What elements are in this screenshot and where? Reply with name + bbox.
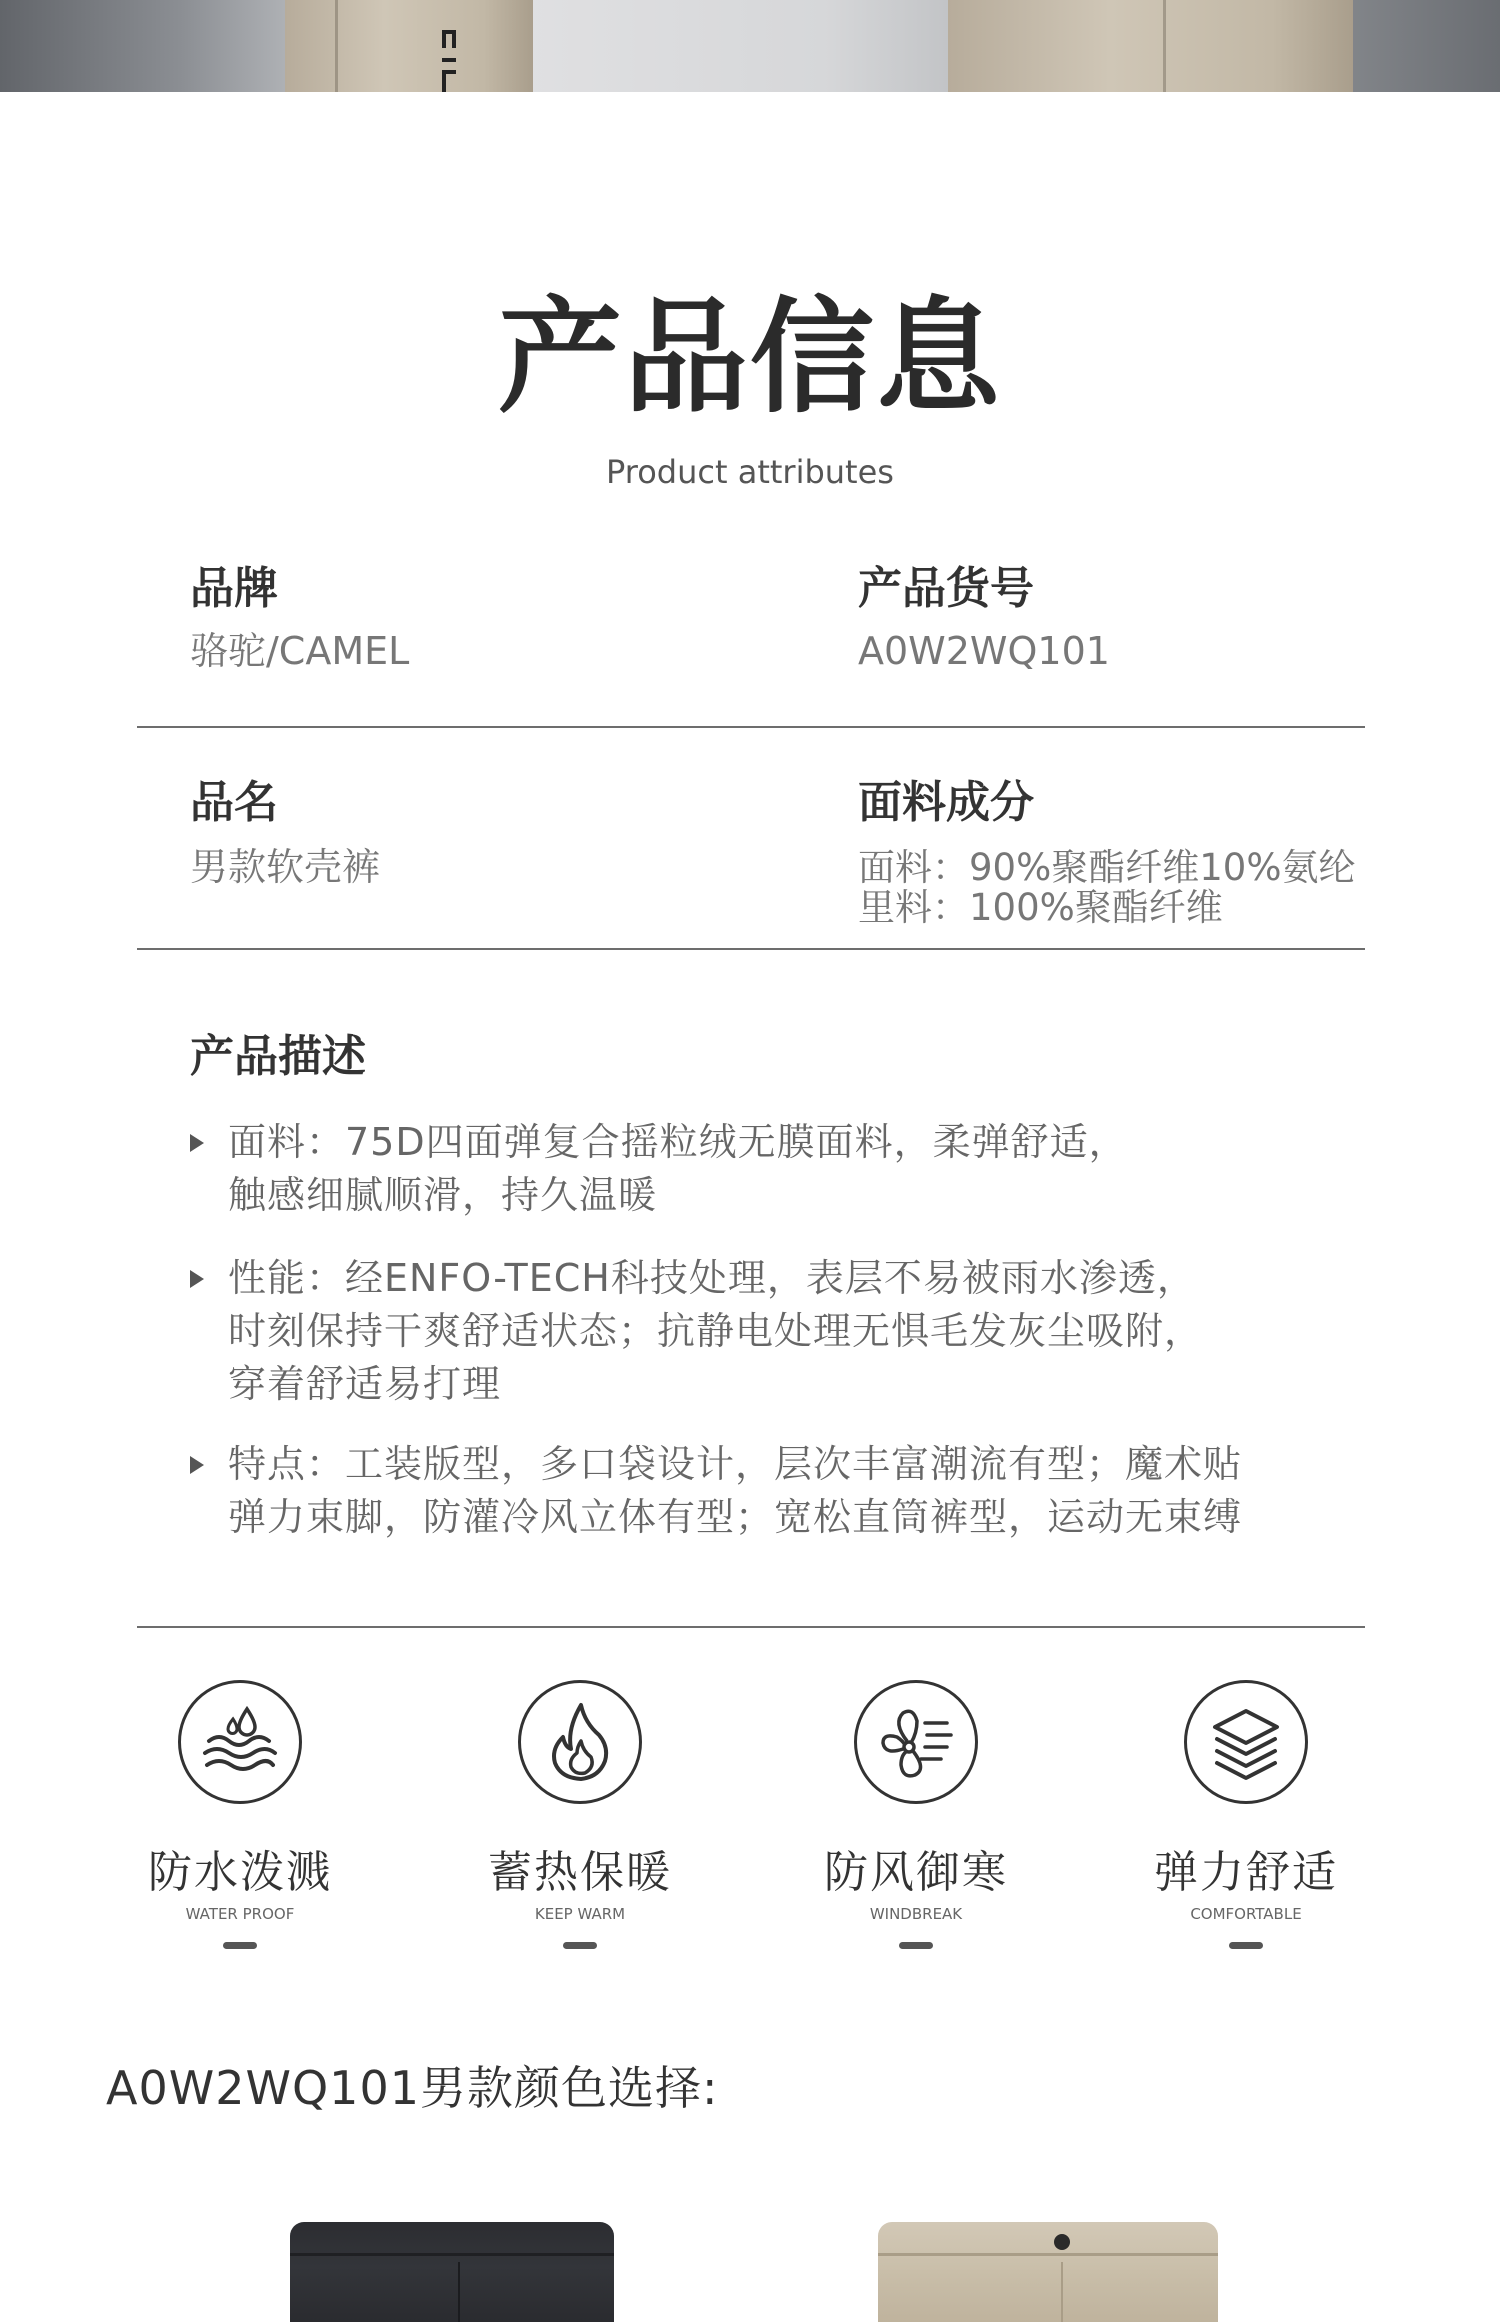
description-title: 产品描述 (190, 1031, 366, 1082)
feature-sublabel: WINDBREAK (869, 1905, 963, 1923)
pants-leg-right (948, 0, 1353, 92)
khaki-pants-swatch[interactable] (878, 2222, 1218, 2322)
fabric-line: 面料：90%聚酯纤维10%氨纶 (858, 846, 1356, 889)
pants-leg-left (285, 0, 533, 92)
page-subtitle: Product attributes (606, 453, 894, 491)
description-line: 面料：75D四面弹复合摇粒绒无膜面料，柔弹舒适， (228, 1120, 1128, 1164)
bullet-triangle-icon (190, 1134, 204, 1152)
description-line: 时刻保持干爽舒适状态；抗静电处理无惧毛发灰尘吸附， (228, 1309, 1204, 1353)
leg-seam (335, 0, 338, 92)
bullet-triangle-icon (190, 1270, 204, 1288)
fan-wind-icon (854, 1680, 978, 1804)
divider (137, 948, 1365, 950)
black-pants-swatch[interactable] (290, 2222, 614, 2322)
feature-dash (899, 1942, 933, 1949)
water-icon (178, 1680, 302, 1804)
camel-logo-vertical (438, 20, 460, 92)
waistband (290, 2222, 614, 2256)
bullet-triangle-icon (190, 1456, 204, 1474)
product-photo-strip (0, 0, 1500, 92)
description-line: 弹力束脚，防灌冷风立体有型；宽松直筒裤型，运动无束缚 (228, 1495, 1243, 1539)
feature-label: 蓄热保暖 (488, 1847, 672, 1898)
feature-label: 防风御寒 (824, 1847, 1008, 1898)
feature-sublabel: KEEP WARM (534, 1905, 626, 1923)
flame-icon (518, 1680, 642, 1804)
description-line: 穿着舒适易打理 (228, 1362, 502, 1406)
page-title: 产品信息 (497, 286, 1002, 430)
description-line: 特点：工装版型，多口袋设计，层次丰富潮流有型；魔术贴 (228, 1442, 1243, 1486)
feature-dash (563, 1942, 597, 1949)
waistband (878, 2222, 1218, 2256)
fabric-label: 面料成分 (858, 777, 1034, 828)
sku-value: A0W2WQ101 (858, 629, 1110, 673)
product-name-label: 品名 (190, 777, 278, 828)
layers-icon (1184, 1680, 1308, 1804)
leg-seam (1163, 0, 1166, 92)
feature-sublabel: WATER PROOF (185, 1905, 295, 1923)
divider (137, 726, 1365, 728)
product-name-value: 男款软壳裤 (190, 845, 381, 889)
fly-seam (458, 2262, 460, 2322)
brand-label: 品牌 (190, 563, 278, 614)
feature-label: 弹力舒适 (1154, 1847, 1338, 1898)
description-line: 触感细腻顺滑，持久温暖 (228, 1173, 658, 1217)
fabric-line: 里料：100%聚酯纤维 (858, 886, 1223, 929)
feature-sublabel: COMFORTABLE (1190, 1905, 1302, 1923)
brand-value: 骆驼/CAMEL (190, 629, 410, 673)
color-selection-heading: A0W2WQ101男款颜色选择: (106, 2061, 719, 2115)
fly-seam (1061, 2262, 1063, 2322)
sku-label: 产品货号 (858, 563, 1034, 614)
feature-dash (1229, 1942, 1263, 1949)
feature-dash (223, 1942, 257, 1949)
divider (137, 1626, 1365, 1628)
description-line: 性能：经ENFO-TECH科技处理，表层不易被雨水渗透， (228, 1256, 1196, 1300)
feature-label: 防水泼溅 (148, 1847, 332, 1898)
waist-button (1054, 2234, 1070, 2250)
